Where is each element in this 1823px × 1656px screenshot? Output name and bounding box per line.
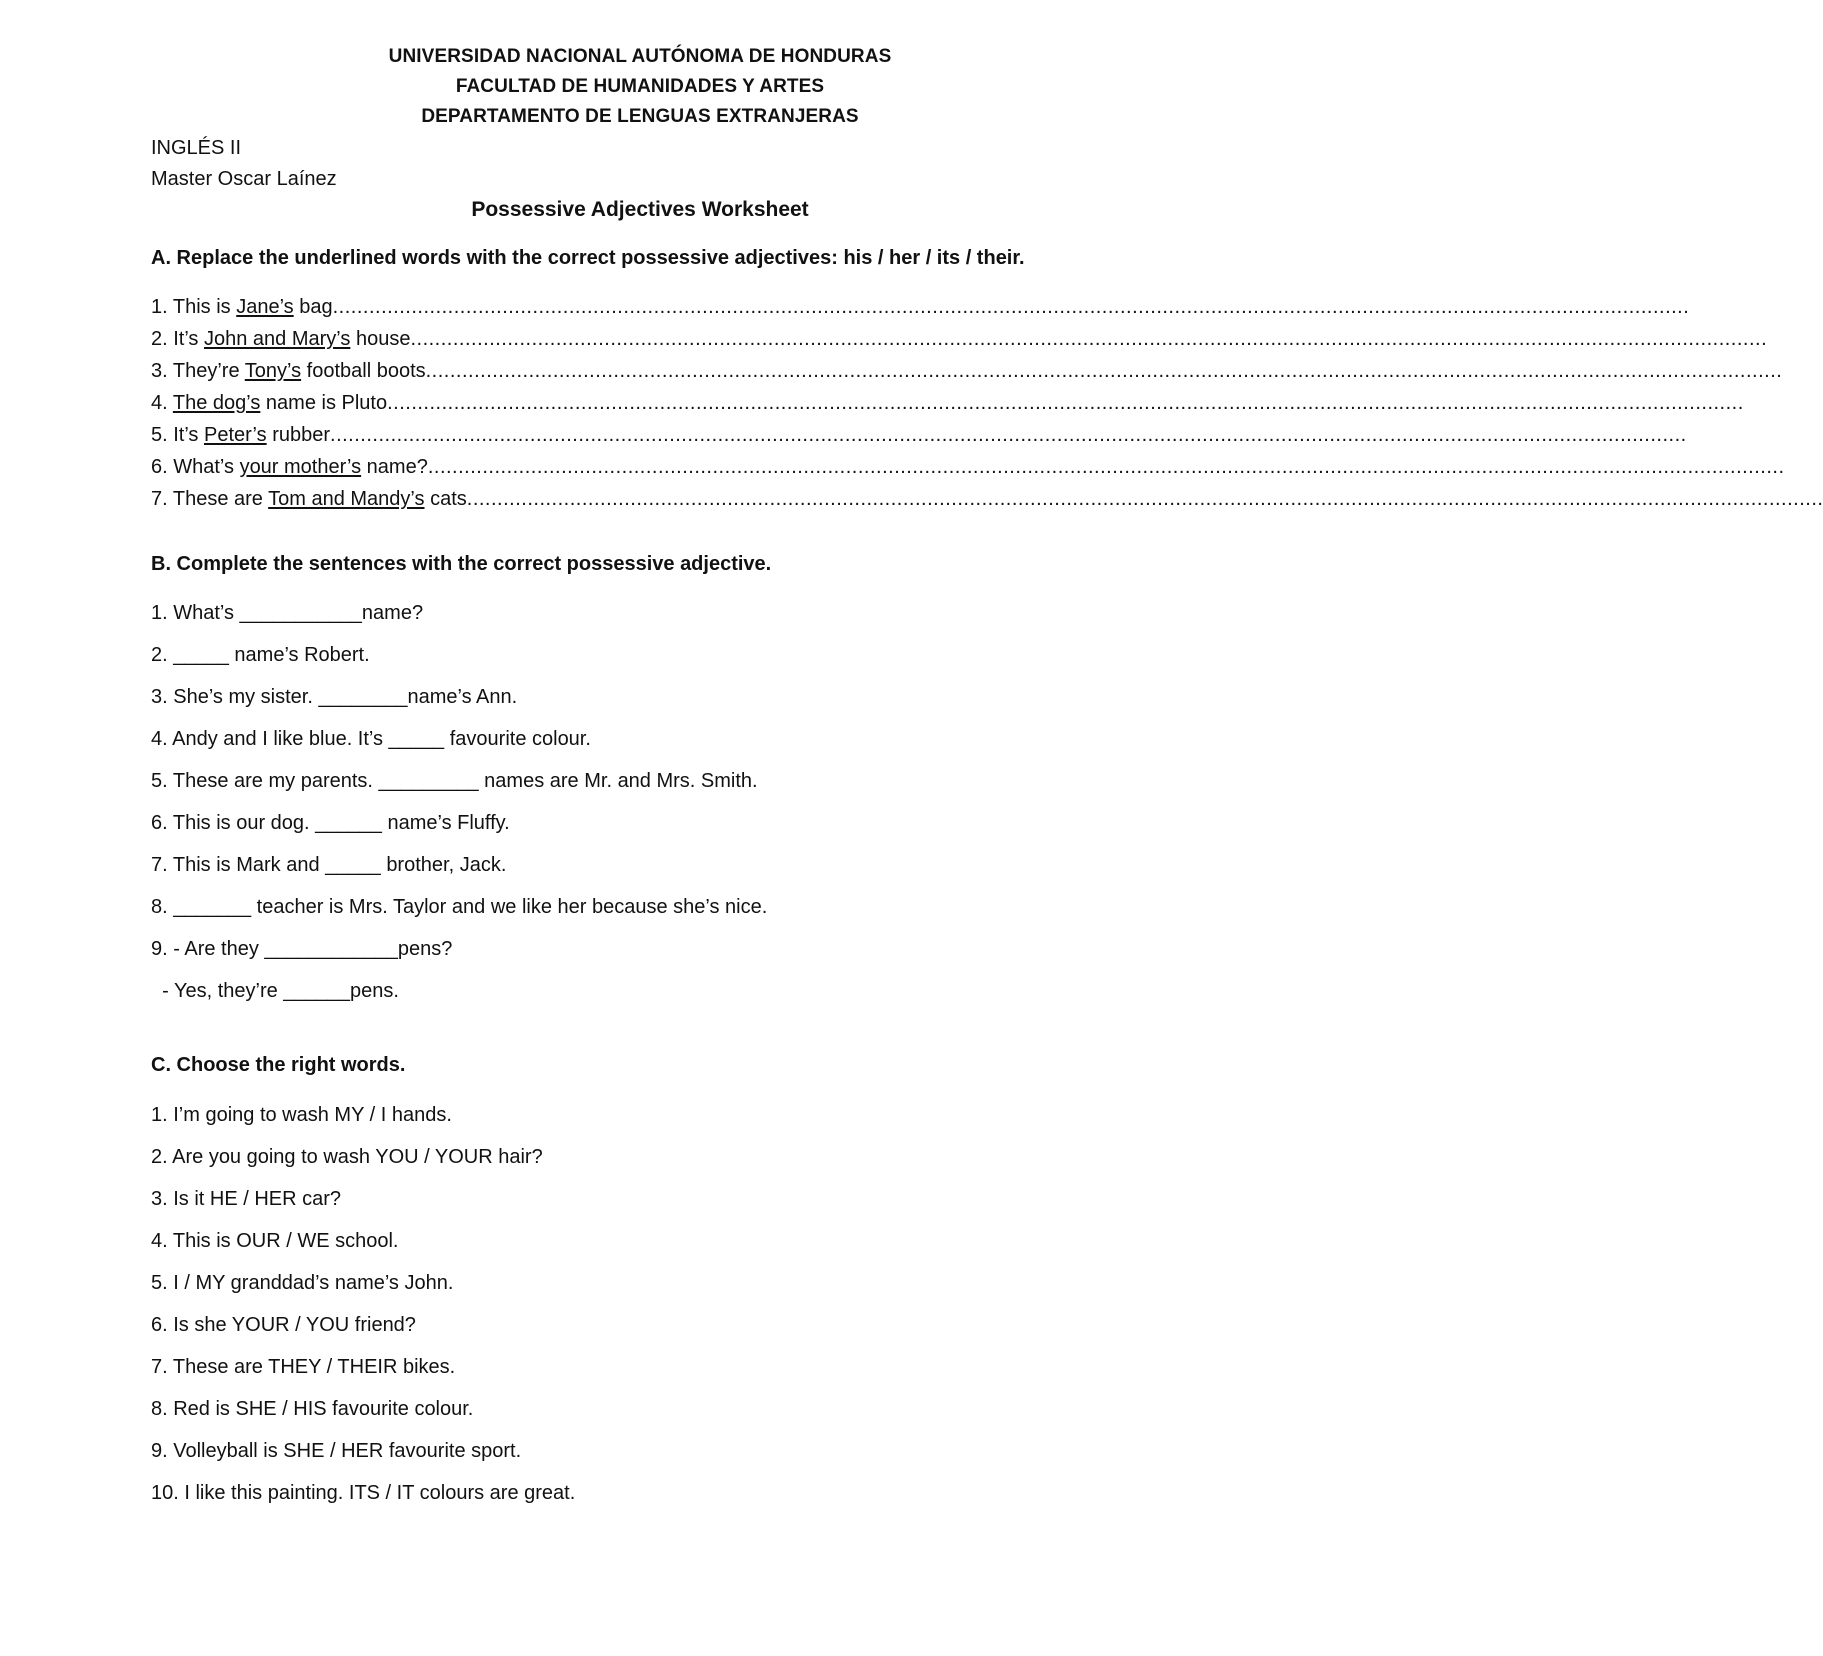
item-suffix: bag bbox=[293, 296, 333, 318]
section-a-item bbox=[151, 456, 1785, 479]
section-c-item: 2. Are you going to wash YOU / YOUR hair? bbox=[151, 1146, 543, 1168]
section-c-item: 4. This is OUR / WE school. bbox=[151, 1230, 399, 1252]
section-c-item: 5. I / MY granddad’s name’s John. bbox=[151, 1272, 454, 1294]
section-a-item bbox=[151, 392, 1744, 415]
item-prefix: 3. They’re bbox=[151, 360, 245, 382]
section-a-heading: A. Replace the underlined words with the correct possessive adjectives: his / her / its / their. bbox=[151, 247, 1025, 269]
section-c-item: 3. Is it HE / HER car? bbox=[151, 1188, 342, 1210]
answer-dots: ................................................................................................................................................................................................................................ bbox=[387, 392, 1744, 414]
item-suffix: name? bbox=[361, 456, 428, 478]
section-b-item: 4. Andy and I like blue. It’s _____ favourite colour. bbox=[151, 728, 591, 750]
section-c-item: 9. Volleyball is SHE / HER favourite sport. bbox=[151, 1440, 522, 1462]
underlined-words: Tom and Mandy’s bbox=[268, 488, 425, 510]
item-prefix: 6. What’s bbox=[151, 456, 240, 478]
page-title: Possessive Adjectives Worksheet bbox=[471, 198, 809, 221]
university-name: UNIVERSIDAD NACIONAL AUTÓNOMA DE HONDURAS bbox=[388, 46, 892, 67]
section-c-item: 6. Is she YOUR / YOU friend? bbox=[151, 1314, 416, 1336]
underlined-words: The dog’s bbox=[172, 392, 261, 414]
item-suffix: house bbox=[350, 328, 411, 350]
item-suffix: football boots bbox=[301, 360, 426, 382]
item-prefix: 4. bbox=[151, 392, 173, 414]
underlined-words: your mother’s bbox=[239, 456, 362, 478]
section-b-item: 8. _______ teacher is Mrs. Taylor and we like her because she’s nice. bbox=[151, 896, 768, 918]
section-a-item bbox=[151, 360, 1783, 383]
underlined-words: John and Mary’s bbox=[204, 328, 351, 350]
section-b-item: 3. She’s my sister. ________name’s Ann. bbox=[151, 686, 518, 708]
section-b-item: 1. What’s ___________name? bbox=[151, 602, 424, 624]
section-b-item: 5. These are my parents. _________ names are Mr. and Mrs. Smith. bbox=[151, 770, 758, 792]
section-b-item: - Yes, they’re ______pens. bbox=[151, 980, 399, 1002]
teacher-name: Master Oscar Laínez bbox=[151, 168, 337, 190]
section-a-item bbox=[151, 488, 1823, 511]
answer-dots: ................................................................................................................................................................................................................................ bbox=[330, 424, 1687, 446]
underlined-words: Tony’s bbox=[244, 360, 302, 382]
section-a-item bbox=[151, 296, 1690, 319]
course-name: INGLÉS II bbox=[151, 137, 242, 159]
item-prefix: 7. These are bbox=[151, 488, 269, 510]
item-prefix: 5. It’s bbox=[151, 424, 204, 446]
section-c-heading: C. Choose the right words. bbox=[151, 1054, 406, 1076]
section-c-item: 8. Red is SHE / HIS favourite colour. bbox=[151, 1398, 474, 1420]
section-b-item: 7. This is Mark and _____ brother, Jack. bbox=[151, 854, 507, 876]
section-b-heading: B. Complete the sentences with the correct possessive adjective. bbox=[151, 553, 772, 575]
section-c-item: 1. I’m going to wash MY / I hands. bbox=[151, 1104, 452, 1126]
section-a-item bbox=[151, 328, 1768, 351]
department-name: DEPARTAMENTO DE LENGUAS EXTRANJERAS bbox=[421, 106, 859, 127]
underlined-words: Peter’s bbox=[204, 424, 267, 446]
item-prefix: 1. This is bbox=[151, 296, 237, 318]
section-c-item: 10. I like this painting. ITS / IT colours are great. bbox=[151, 1482, 576, 1504]
section-b-item: 9. - Are they ____________pens? bbox=[151, 938, 453, 960]
section-c-item: 7. These are THEY / THEIR bikes. bbox=[151, 1356, 456, 1378]
item-prefix: 2. It’s bbox=[151, 328, 204, 350]
section-b-item: 2. _____ name’s Robert. bbox=[151, 644, 370, 666]
answer-dots: ................................................................................................................................................................................................................................ bbox=[427, 456, 1785, 478]
section-a-item bbox=[151, 424, 1687, 447]
faculty-name: FACULTAD DE HUMANIDADES Y ARTES bbox=[455, 76, 825, 97]
answer-dots: ................................................................................................................................................................................................................................ bbox=[425, 360, 1783, 382]
answer-dots: ................................................................................................................................................................................................................................ bbox=[466, 488, 1823, 510]
underlined-words: Jane’s bbox=[236, 296, 294, 318]
item-suffix: rubber bbox=[266, 424, 331, 446]
item-suffix: name is Pluto bbox=[260, 392, 388, 414]
answer-dots: ................................................................................................................................................................................................................................ bbox=[410, 328, 1768, 350]
section-b-item: 6. This is our dog. ______ name’s Fluffy. bbox=[151, 812, 510, 834]
answer-dots: ................................................................................................................................................................................................................................ bbox=[332, 296, 1690, 318]
item-suffix: cats bbox=[424, 488, 467, 510]
